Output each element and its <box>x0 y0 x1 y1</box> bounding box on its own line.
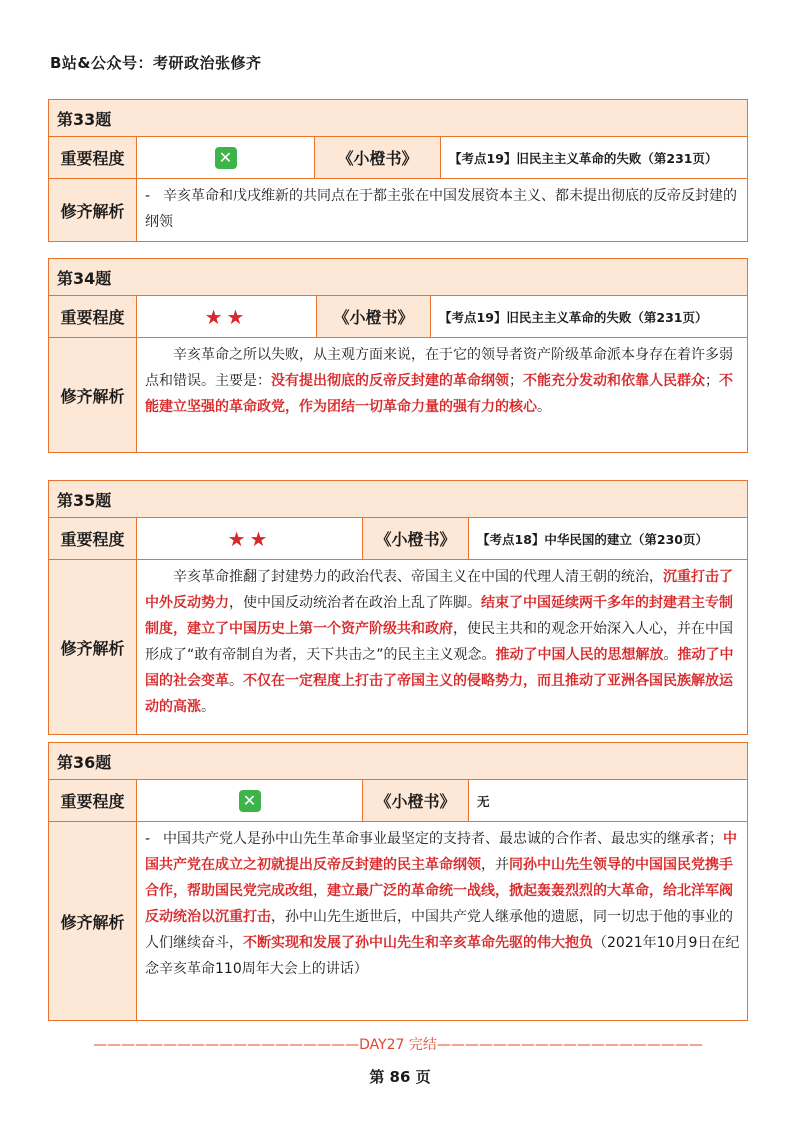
analysis-segment: （2021年10月9日在纪念辛亥革命110周年大会上的讲话） <box>145 935 740 977</box>
key-point-highlight: 不能建立坚强的革命政党，作为团结一切革命力量的强有力的核心 <box>145 373 733 415</box>
question-title: 第33题 <box>49 100 747 137</box>
question-card-36 <box>48 742 748 1021</box>
key-point-highlight: 推动了中国人民的思想解放 <box>495 647 664 663</box>
importance-row <box>49 518 747 560</box>
question-card-35 <box>48 480 748 735</box>
analysis-segment: 辛亥革命推翻了封建势力的政治代表、帝国主义在中国的代理人清王朝的统治， <box>173 569 663 585</box>
analysis-label: 修齐解析 <box>49 179 137 241</box>
analysis-label: 修齐解析 <box>49 560 137 734</box>
analysis-text <box>137 822 747 1020</box>
question-card-34 <box>48 258 748 453</box>
analysis-text <box>137 338 747 452</box>
importance-label: 重要程度 <box>49 296 137 337</box>
analysis-segment: ； <box>509 373 523 389</box>
bullet-dash: - <box>145 188 151 204</box>
key-point-highlight: 中国共产党在成立之初就提出反帝反封建的民主革命纲领 <box>145 831 737 873</box>
analysis-segment: ，并 <box>481 857 509 873</box>
analysis-segment: ，孙中山先生逝世后，中国共产党人继承他的遗愿，同一切忠于他的事业的人们继续奋斗， <box>145 909 733 951</box>
key-point-highlight: 沉重打击了中外反动势力 <box>145 569 733 611</box>
key-point-highlight: 推动了中国的社会变革 <box>145 647 734 689</box>
page-number: 第 86 页 <box>369 1068 431 1086</box>
exam-point: 无 <box>477 793 490 809</box>
key-point-highlight: 不断实现和发展了孙中山先生和辛亥革命先驱的伟大抱负 <box>243 935 593 951</box>
exam-point: 【考点19】旧民主主义革命的失败（第231页） <box>439 309 708 325</box>
page-header: B站&公众号：考研政治张修齐 <box>50 54 262 72</box>
importance-row <box>49 137 747 179</box>
exam-point: 【考点18】中华民国的建立（第230页） <box>477 531 708 547</box>
day-end-divider: ———————————————————DAY27 完结——————————————————— <box>93 1037 703 1053</box>
key-point-highlight: 同孙中山先生领导的中国国民党携手合作，帮助国民党完成改组 <box>145 857 733 899</box>
analysis-segment: 。 <box>201 699 215 715</box>
importance-label: 重要程度 <box>49 518 137 559</box>
analysis-segment: ； <box>705 373 719 389</box>
analysis-row <box>49 338 747 452</box>
analysis-row <box>49 179 747 241</box>
key-point-highlight: 不能充分发动和依靠人民群众 <box>523 373 705 389</box>
rating-cell <box>137 296 317 337</box>
key-point-highlight: 不仅在一定程度上打击了帝国主义的侵略势力，而且推动了亚洲各国民族解放运动的高涨 <box>145 673 733 715</box>
importance-row <box>49 296 747 338</box>
importance-label: 重要程度 <box>49 780 137 821</box>
analysis-text <box>137 179 747 241</box>
analysis-segment: 辛亥革命和戊戌维新的共同点在于都主张在中国发展资本主义、都未提出彻底的反帝反封建的纲领 <box>145 188 737 230</box>
book-label: 《小橙书》 <box>315 137 441 178</box>
analysis-segment: 中国共产党人是孙中山先生革命事业最坚定的支持者、最忠诚的合作者、最忠实的继承者； <box>163 831 723 847</box>
analysis-segment: ，使中国反动统治者在政治上乱了阵脚。 <box>229 595 481 611</box>
key-point-highlight: 建立最广泛的革命统一战线，掀起轰轰烈烈的大革命，给北洋军阀反动统治以沉重打击 <box>145 883 733 925</box>
analysis-row <box>49 560 747 734</box>
bullet-dash: - <box>145 831 151 847</box>
analysis-segment: ， <box>313 883 327 899</box>
analysis-label: 修齐解析 <box>49 338 137 452</box>
rating-cell <box>137 518 363 559</box>
cross-icon: ✕ <box>239 790 261 812</box>
book-label: 《小橙书》 <box>363 518 469 559</box>
analysis-segment: 。 <box>229 673 243 689</box>
analysis-segment: 。 <box>537 399 551 415</box>
rating-cell <box>137 137 315 178</box>
importance-row <box>49 780 747 822</box>
analysis-text <box>137 560 747 734</box>
analysis-segment: 。 <box>663 647 678 663</box>
book-label: 《小橙书》 <box>317 296 431 337</box>
analysis-segment: ，使民主共和的观念开始深入人心，并在中国形成了“敢有帝制自为者，天下共击之”的民主主义观念。 <box>145 621 733 663</box>
book-label: 《小橙书》 <box>363 780 469 821</box>
question-title: 第34题 <box>49 259 747 296</box>
analysis-label: 修齐解析 <box>49 822 137 1020</box>
importance-label: 重要程度 <box>49 137 137 178</box>
analysis-segment: 辛亥革命之所以失败，从主观方面来说，在于它的领导者资产阶级革命派本身存在着许多弱点和错误。主要是： <box>145 347 733 389</box>
exam-point: 【考点19】旧民主主义革命的失败（第231页） <box>449 150 718 166</box>
question-title: 第36题 <box>49 743 747 780</box>
star-rating: ★★ <box>204 304 249 329</box>
question-card-33 <box>48 99 748 242</box>
analysis-row <box>49 822 747 1020</box>
cross-icon: ✕ <box>215 147 237 169</box>
rating-cell <box>137 780 363 821</box>
star-rating: ★★ <box>227 526 272 551</box>
key-point-highlight: 结束了中国延续两千多年的封建君主专制制度，建立了中国历史上第一个资产阶级共和政府 <box>145 595 733 637</box>
key-point-highlight: 没有提出彻底的反帝反封建的革命纲领 <box>271 373 509 389</box>
question-title: 第35题 <box>49 481 747 518</box>
